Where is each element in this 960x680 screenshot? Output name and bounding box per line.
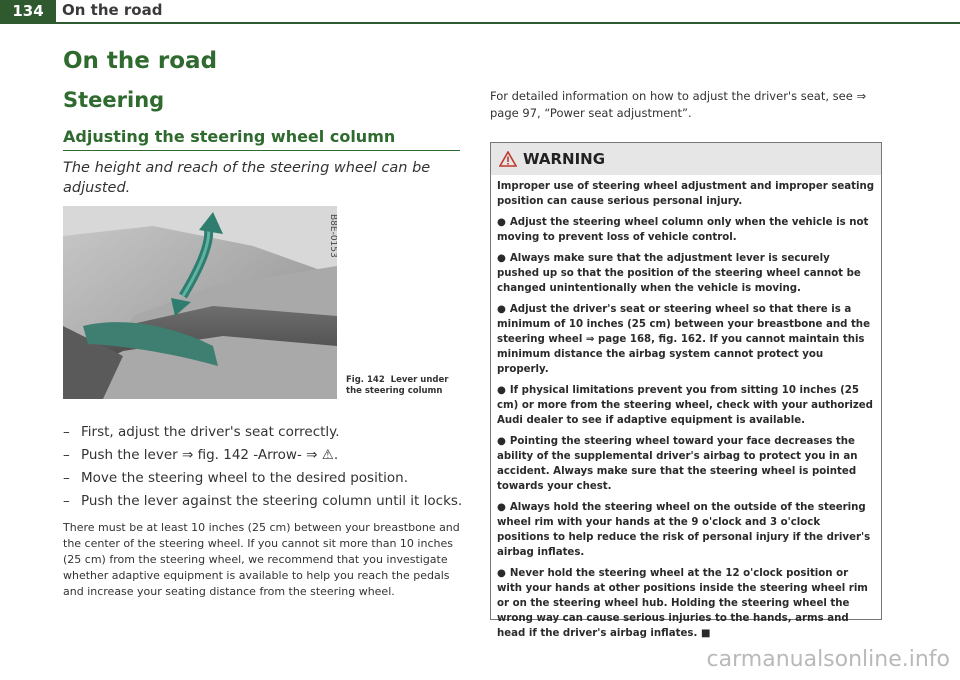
warning-bullet: ● Adjust the driver's seat or steering wheel so that there is a minimum of 10 inches (25 cm) between your breastbone and the steering wheel ⇒ page 168, fig. 162. If you cannot maintain this minimum distance the airbag system cannot protect you properly.	[497, 304, 870, 375]
warning-body	[491, 175, 881, 641]
section-title: Steering	[63, 88, 165, 112]
figure-steering-lever	[63, 206, 337, 399]
warning-bullet: ● Never hold the steering wheel at the 12 o'clock position or with your hands at other positions inside the steering wheel rim or on the steering wheel hub. Holding the steering wheel the wrong way can cause serious injuries to the hands, arms and head if the driver's airbag inflates. ■	[497, 568, 868, 639]
warning-intro: Improper use of steering wheel adjustment and improper seating position can cause serious personal injury.	[497, 181, 875, 207]
warning-bullet: ● Always make sure that the adjustment lever is securely pushed up so that the position of the steering wheel cannot be changed unintentionally when the vehicle is moving.	[497, 253, 861, 294]
figure-code: B8E-0153	[328, 214, 337, 258]
subsection-intro: The height and reach of the steering wheel can be adjusted.	[63, 160, 431, 196]
warning-header	[491, 143, 881, 175]
warning-bullet: ● Pointing the steering wheel toward your face decreases the ability of the supplemental driver's airbag to protect you in an accident. Always make sure that the steering wheel is pointed towards your chest.	[497, 436, 858, 492]
figure-caption	[346, 375, 460, 397]
running-header: On the road	[62, 1, 163, 19]
steering-lever-illustration	[63, 206, 337, 399]
warning-bullet: ● If physical limitations prevent you from sitting 10 inches (25 cm) or more from the steering wheel, check with your authorized Audi dealer to see if adaptive equipment is available.	[497, 385, 873, 426]
page-number: 134	[0, 0, 56, 22]
warning-box	[490, 142, 882, 639]
warning-bullet: ● Adjust the steering wheel column only when the vehicle is not moving to prevent loss of vehicle control.	[497, 217, 869, 243]
chapter-title: On the road	[63, 48, 218, 74]
figure-caption-text: Lever under the steering column	[346, 375, 449, 396]
warning-bullet: ● Always hold the steering wheel on the outside of the steering wheel rim with your hands at the 9 o'clock and 3 o'clock positions to help reduce the risk of personal injury if the driver's airbag inflates.	[497, 502, 871, 558]
subsection-title: Adjusting the steering wheel column	[63, 127, 396, 146]
body-paragraph: There must be at least 10 inches (25 cm) between your breastbone and the center of the steering wheel. If you cannot sit more than 10 inches (25 cm) from the steering wheel, we recommend that you investigate whether adaptive equipment is available to help you reach the pedals and increase your seating distance from the steering wheel.	[63, 521, 460, 598]
watermark: carmanualsonline.info	[706, 647, 950, 672]
step-item: – First, adjust the driver's seat correctly.	[63, 424, 340, 440]
subsection-rule	[63, 150, 460, 151]
figure-caption-number: Fig. 142	[346, 375, 385, 385]
header-rule	[0, 22, 960, 24]
step-item: – Push the lever against the steering column until it locks.	[63, 493, 463, 509]
step-item: – Push the lever ⇒ fig. 142 -Arrow- ⇒ ⚠.	[63, 447, 339, 463]
seat-adjustment-reference: For detailed information on how to adjust the driver's seat, see ⇒ page 97, “Power seat adjustment”.	[490, 89, 867, 120]
warning-triangle-icon	[499, 151, 517, 167]
warning-title: WARNING	[523, 150, 606, 168]
step-item: – Move the steering wheel to the desired position.	[63, 470, 408, 486]
